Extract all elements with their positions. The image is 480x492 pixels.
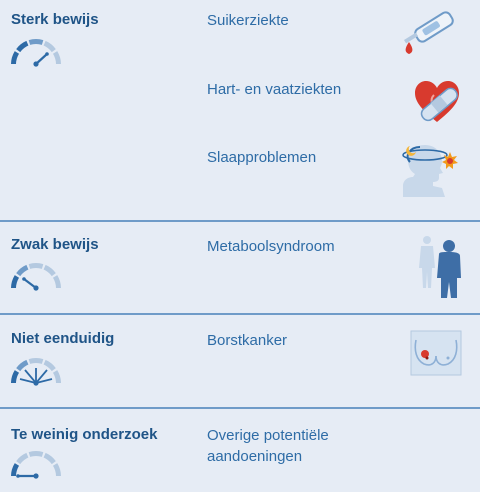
gauge-insufficient-icon [11,450,61,482]
condition-metabolic-syndrome: Metaboolsyndroom [207,238,335,255]
condition-other-line-2: aandoeningen [207,448,303,465]
condition-cardiovascular: Hart- en vaatziekten [207,81,342,98]
section-weak-evidence [0,222,480,315]
sleep-head-icon [398,140,460,198]
section-insufficient-research [0,409,480,492]
gauge-inconclusive-icon [11,357,61,389]
condition-diabetes: Suikerziekte [207,12,289,29]
gauge-strong-icon [11,38,61,70]
evidence-heading: Sterk bewijs [11,11,99,28]
diabetes-test-icon [400,6,460,58]
body-silhouette-icon [416,234,464,300]
condition-breast-cancer: Borstkanker [207,332,288,349]
section-inconclusive [0,315,480,409]
evidence-heading: Te weinig onderzoek [11,426,158,443]
evidence-heading: Niet eenduidig [11,330,115,347]
breast-icon [410,330,462,376]
gauge-weak-icon [11,262,61,294]
condition-other-line-1: Overige potentiële [207,427,329,444]
heart-bandage-icon [412,78,462,126]
condition-sleep: Slaapproblemen [207,149,317,166]
section-strong-evidence [0,0,480,222]
evidence-heading: Zwak bewijs [11,236,99,253]
condition-other [207,425,329,467]
